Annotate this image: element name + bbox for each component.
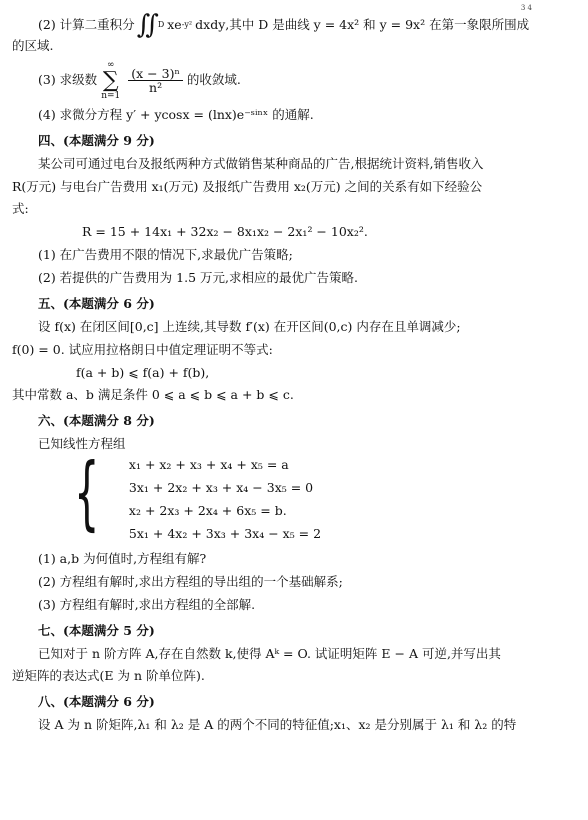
s7-paragraph-2: 逆矩阵的表达式(E 为 n 阶单位阵). bbox=[12, 668, 205, 684]
sum-bottom: n=1 bbox=[101, 90, 121, 101]
s6-intro: 已知线性方程组 bbox=[38, 436, 126, 452]
question-2-line bbox=[12, 12, 574, 38]
s6-item-2: (2) 方程组有解时,求出方程组的导出组的一个基础解系; bbox=[38, 573, 343, 589]
s4-paragraph-2: R(万元) 与电台广告费用 x₁(万元) 及报纸广告费用 x₂(万元) 之间的关系有如下经验公 bbox=[12, 178, 483, 194]
sum-sign bbox=[101, 61, 120, 101]
equations bbox=[129, 453, 321, 545]
linear-system bbox=[12, 446, 574, 545]
q3-prefix: (3) 求级数 bbox=[38, 72, 98, 88]
sigma-icon: ∑ bbox=[102, 67, 119, 93]
section-5-heading: 五、(本题满分 6 分) bbox=[38, 295, 155, 311]
s5-formula: f(a + b) ⩽ f(a) + f(b), bbox=[76, 364, 210, 380]
section-6-heading: 六、(本题满分 8 分) bbox=[38, 413, 155, 429]
corner-stamp: 3 4 bbox=[520, 4, 532, 12]
q2-region-sub: D bbox=[157, 19, 165, 29]
q2-integrand: xe bbox=[167, 16, 182, 32]
section-8-heading: 八、(本题满分 6 分) bbox=[38, 694, 155, 710]
equation-4: 5x₁ + 4x₂ + 3x₃ + 3x₄ − x₅ = 2 bbox=[128, 526, 322, 541]
equation-1: x₁ + x₂ + x₃ + x₄ + x₅ = a bbox=[128, 457, 289, 472]
left-brace-icon: { bbox=[74, 446, 100, 539]
sum-top: ∞ bbox=[106, 59, 115, 70]
s5-paragraph-2: f(0) = 0. 试应用拉格朗日中值定理证明不等式: bbox=[12, 341, 273, 357]
equation-end: . bbox=[282, 503, 287, 518]
s8-paragraph-1: 设 A 为 n 阶矩阵,λ₁ 和 λ₂ 是 A 的两个不同的特征值;x₁、x₂ 是分别属于 λ₁ 和 λ₂ 的特 bbox=[38, 717, 517, 733]
q3-fraction bbox=[128, 67, 183, 96]
question-2-cont: 的区域. bbox=[12, 38, 54, 53]
q2-exp: -y² bbox=[181, 19, 193, 29]
question-4-line: (4) 求微分方程 y′ + ycosx = (lnx)e⁻ˢⁱⁿˣ 的通解. bbox=[38, 106, 314, 122]
q2-dxdy: dxdy bbox=[195, 16, 226, 32]
section-7-heading: 七、(本题满分 5 分) bbox=[38, 622, 155, 638]
s7-paragraph-1: 已知对于 n 阶方阵 A,存在自然数 k,使得 Aᵏ = O. 试证明矩阵 E − A 可逆,并写出其 bbox=[38, 645, 501, 661]
q2-rest: ,其中 D 是曲线 y = 4x² 和 y = 9x² 在第一象限所围成 bbox=[225, 16, 530, 32]
double-integral-icon: ∬ bbox=[136, 10, 159, 40]
q3-suffix: 的收敛域. bbox=[186, 72, 241, 88]
equation-3-text: x₂ + 2x₃ + 2x₄ + 6x₅ = b bbox=[128, 503, 283, 518]
section-4-heading: 四、(本题满分 9 分) bbox=[38, 132, 155, 148]
s4-formula: R = 15 + 14x₁ + 32x₂ − 8x₁x₂ − 2x₁² − 10x₂². bbox=[82, 224, 368, 240]
q3-denominator: n² bbox=[149, 80, 163, 96]
equation-3 bbox=[129, 499, 321, 522]
q2-prefix: (2) 计算二重积分 bbox=[38, 16, 135, 32]
s4-paragraph-1: 某公司可通过电台及报纸两种方式做销售某种商品的广告,根据统计资料,销售收入 bbox=[38, 155, 484, 171]
s4-paragraph-3: 式: bbox=[12, 201, 29, 217]
s4-item-2: (2) 若提供的广告费用为 1.5 万元,求相应的最优广告策略. bbox=[38, 270, 358, 285]
equation-2: 3x₁ + 2x₂ + x₃ + x₄ − 3x₅ = 0 bbox=[128, 480, 314, 495]
s4-item-1: (1) 在广告费用不限的情况下,求最优广告策略; bbox=[38, 247, 293, 263]
s5-paragraph-3: 其中常数 a、b 满足条件 0 ⩽ a ⩽ b ⩽ a + b ⩽ c. bbox=[12, 387, 294, 403]
question-3-line bbox=[12, 61, 574, 101]
s6-item-1: (1) a,b 为何值时,方程组有解? bbox=[38, 551, 207, 566]
s5-paragraph-1: 设 f(x) 在闭区间[0,c] 上连续,其导数 f′(x) 在开区间(0,c) 内存在且单调减少; bbox=[38, 318, 461, 334]
s6-item-3: (3) 方程组有解时,求出方程组的全部解. bbox=[38, 596, 256, 612]
q3-numerator: (x − 3)ⁿ bbox=[128, 67, 183, 82]
